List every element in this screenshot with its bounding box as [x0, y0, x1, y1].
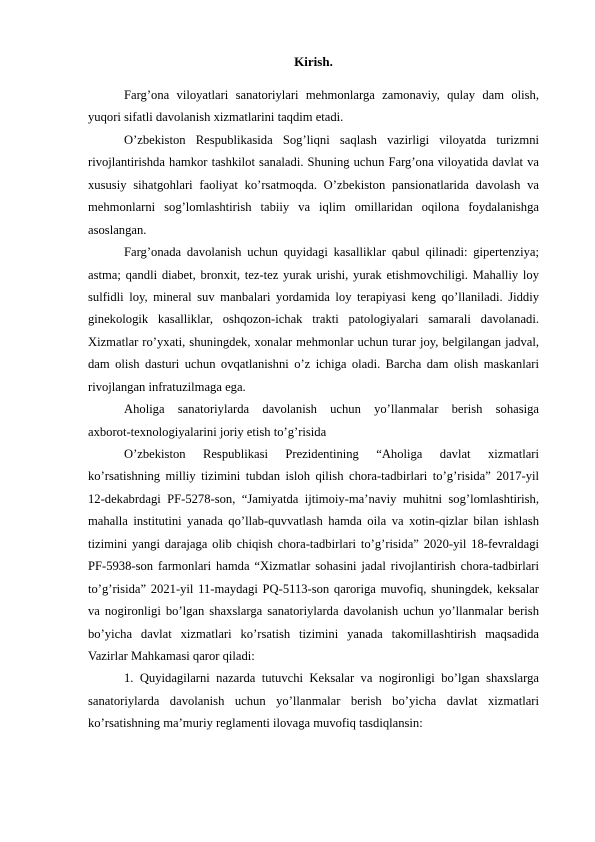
text-line: yuqori sifatli davolanish xizmatlarini taqdim etadi.: [88, 110, 344, 125]
text-line: 12-dekabrdagi PF-5278-son, “Jamiyatda ijtimoiy-ma’naviy muhitni sog’lomlashtirish,: [88, 491, 539, 506]
text-line: dam olish dasturi uchun ovqatlanishni o’z ichiga oladi. Barcha dam olish maskanlari: [88, 357, 539, 372]
text-line: ginekologik kasalliklar, oshqozon-ichak trakti patologiyalari samarali davolanadi.: [88, 312, 539, 327]
text-line: axborot-texnologiyalarini joriy etish to’g’risida: [88, 424, 327, 439]
text-line: Xizmatlar ro’yxati, shuningdek, xonalar mehmonlar uchun turar joy, belgilangan jadval,: [88, 334, 539, 349]
text-line: asoslangan.: [88, 222, 147, 237]
text-line: sanatoriylarda davolanish uchun yo’llanmalar berish bo’yicha davlat xizmatlari: [88, 693, 539, 708]
text-line: tizimini yangi darajaga olib chiqish chora-tadbirlari to’g’risida” 2020-yil 18-fevraldagi: [88, 536, 539, 551]
text-line: bo’yicha davlat xizmatlari ko’rsatish tizimini yanada takomillashtirish maqsadida: [88, 626, 539, 641]
text-line: mahalla institutini yanada qo’llab-quvvatlash hamda oila va xotin-qizlar bilan ishlash: [88, 514, 539, 529]
text-line: Farg’onada davolanish uchun quyidagi kasalliklar qabul qilinadi: gipertenziya;: [124, 245, 539, 260]
text-line: ko’rsatishning milliy tizimini tubdan isloh qilish chora-tadbirlari to’g’risida” 2017-yil: [88, 469, 539, 484]
document-page: [88, 54, 539, 735]
text-line: Aholiga sanatoriylarda davolanish uchun yo’llanmalar berish sohasiga: [124, 402, 539, 417]
paragraph: [88, 84, 539, 129]
text-line: rivojlantirishda hamkor tashkilot sanaladi. Shuning uchun Farg’ona viloyatida davlat va: [88, 155, 539, 170]
paragraph: [88, 667, 539, 734]
paragraph: [88, 398, 539, 443]
text-line: Farg’ona viloyatlari sanatoriylari mehmonlarga zamonaviy, qulay dam olish,: [124, 88, 539, 102]
text-line: ko’rsatishning ma’muriy reglamenti ilovaga muvofiq tasdiqlansin:: [88, 716, 423, 731]
text-line: Vazirlar Mahkamasi qaror qiladi:: [88, 648, 255, 663]
text-line: sulfidli loy, mineral suv manbalari yordamida loy terapiyasi keng qo’llaniladi. Jiddiy: [88, 289, 539, 304]
document-title: Kirish.: [294, 54, 333, 69]
text-line: va nogironligi bo’lgan shaxslarga sanatoriylarda davolanish uchun yo’llanmalar berish: [88, 604, 539, 619]
text-line: to’g’risida” 2021-yil 11-maydagi PQ-5113-son qaroriga muvofiq, shuningdek, keksalar: [88, 581, 539, 596]
text-line: xususiy sihatgohlari faoliyat ko’rsatmoqda. O’zbekiston pansionatlarida davolash va: [88, 177, 539, 192]
document-body: [88, 84, 539, 735]
text-line: PF-5938-son farmonlari hamda “Xizmatlar sohasini jadal rivojlantirish chora-tadbirlari: [88, 559, 539, 574]
paragraph: [88, 129, 539, 241]
text-line: O’zbekiston Respublikasi Prezidentining “Aholiga davlat xizmatlari: [124, 447, 539, 461]
text-line: 1. Quyidagilarni nazarda tutuvchi Keksalar va nogironligi bo’lgan shaxslarga: [124, 671, 539, 686]
text-line: astma; qandli diabet, bronxit, tez-tez yurak urishi, yurak etishmovchiligi. Mahalliy loy: [88, 267, 539, 282]
paragraph: [88, 241, 539, 398]
text-line: rivojlangan infratuzilmaga ega.: [88, 379, 246, 394]
text-line: O’zbekiston Respublikasida Sog’liqni saqlash vazirligi viloyatda turizmni: [124, 132, 539, 147]
text-line: mehmonlarni sog’lomlashtirish tabiiy va iqlim omillaridan oqilona foydalanishga: [88, 200, 539, 215]
paragraph: [88, 443, 539, 667]
